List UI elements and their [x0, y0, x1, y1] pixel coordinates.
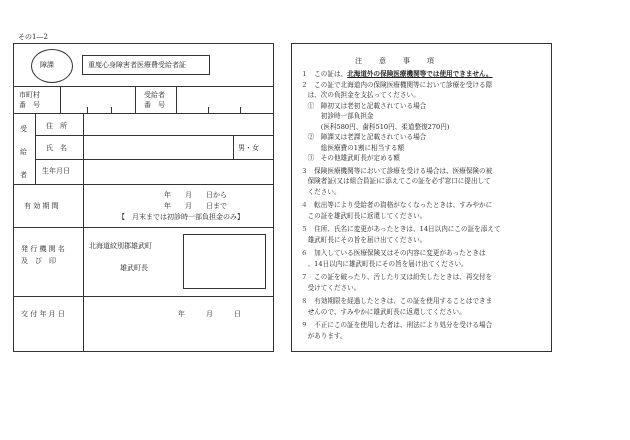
- validity-note: 【 月末までは初診時一部負担金のみ】: [118, 213, 244, 221]
- note-line: は、次の負担金を支払ってください。: [301, 91, 420, 99]
- validity-label: 有 効 期 間: [24, 202, 59, 210]
- issuer-name: 雄武町長: [120, 264, 148, 272]
- notes-heading: 注 意 事 項: [355, 57, 435, 65]
- notes-panel: [291, 43, 552, 352]
- seal-box: [183, 234, 266, 289]
- gender-options: 男・女: [238, 144, 259, 152]
- note-line: 初診時一部負担金: [301, 112, 374, 120]
- note-line: せんので、すみやかに雄武町長に返還してください。: [301, 308, 466, 316]
- stamp-label: 障課: [40, 61, 54, 69]
- note-line: ９ 不正にこの証を使用した者は、刑法により処分を受ける場合: [301, 321, 493, 329]
- validity-start: 年 月 日から: [164, 191, 227, 199]
- form-number: その1―2: [18, 33, 48, 41]
- note-line: ２ この証で北海道内の保険医療機関等において診療を受ける際: [301, 81, 493, 89]
- note-line: 受けてください。: [301, 284, 361, 292]
- note-line: １ この証は、北海道外の保険医療機関等では使用できません。: [301, 70, 493, 78]
- note-line: ５ 住所、氏名に変更があったときは、14日以内にこの証を添えて: [301, 225, 501, 233]
- issue-date-label: 交 付 年 月 日: [21, 310, 65, 318]
- note-line: ② 障課又は老課と記載されている場合: [301, 133, 427, 141]
- birthdate-label: 生年月日: [42, 167, 70, 175]
- recipient-side-label: 受 給 者: [20, 125, 27, 180]
- issue-date-value: 年 月 日: [178, 310, 241, 318]
- note-line: ① 障初又は老初と記載されている場合: [301, 102, 427, 110]
- note-line: この証を雄武町長に返還してください。: [301, 212, 427, 220]
- note-line: (医科580円、歯科510円、柔道整復270円): [301, 123, 450, 131]
- note-line: ３ 保険医療機関等において診療を受ける場合は、医療保険の被: [301, 167, 493, 175]
- note-line: ③ その他雄武町長が定める額: [301, 154, 400, 162]
- note-line: があります。: [301, 332, 347, 340]
- note-line: ７ この証を破ったり、汚したり又は紛失したときは、再交付を: [301, 273, 493, 281]
- note-line: ４ 転出等により受給者の資格がなくなったときは、すみやかに: [301, 201, 493, 209]
- note-line: 総医療費の1割に相当する額: [301, 144, 405, 152]
- validity-end: 年 月 日まで: [164, 202, 227, 210]
- note-line: 保険者証(又は組合員証)に添えてこの証を必ず窓口に提出して: [301, 177, 491, 185]
- issuer-label: 発 行 機 関 名 及 び 印: [21, 245, 65, 265]
- recipient-number-label: 受給者 番 号: [144, 91, 165, 110]
- address-label: 住 所: [46, 122, 67, 130]
- issuer-address: 北海道紋別郡雄武町: [89, 242, 152, 250]
- card-title: 重度心身障害者医療費受給者証: [88, 61, 186, 69]
- note-line: 雄武町長にその旨を届け出てください。: [301, 236, 427, 244]
- name-label: 氏 名: [46, 144, 67, 152]
- note-line: ８ 有効期限を経過したときは、この証を使用することはできま: [301, 297, 493, 305]
- note-line: 、14日以内に雄武町長にその旨を届け出てください。: [301, 260, 468, 268]
- note-line: ６ 加入している医療保険又はその内容に変更があったときは: [301, 249, 486, 257]
- note-line: ください。: [301, 188, 341, 196]
- municipality-number-label: 市町村 番 号: [19, 91, 40, 110]
